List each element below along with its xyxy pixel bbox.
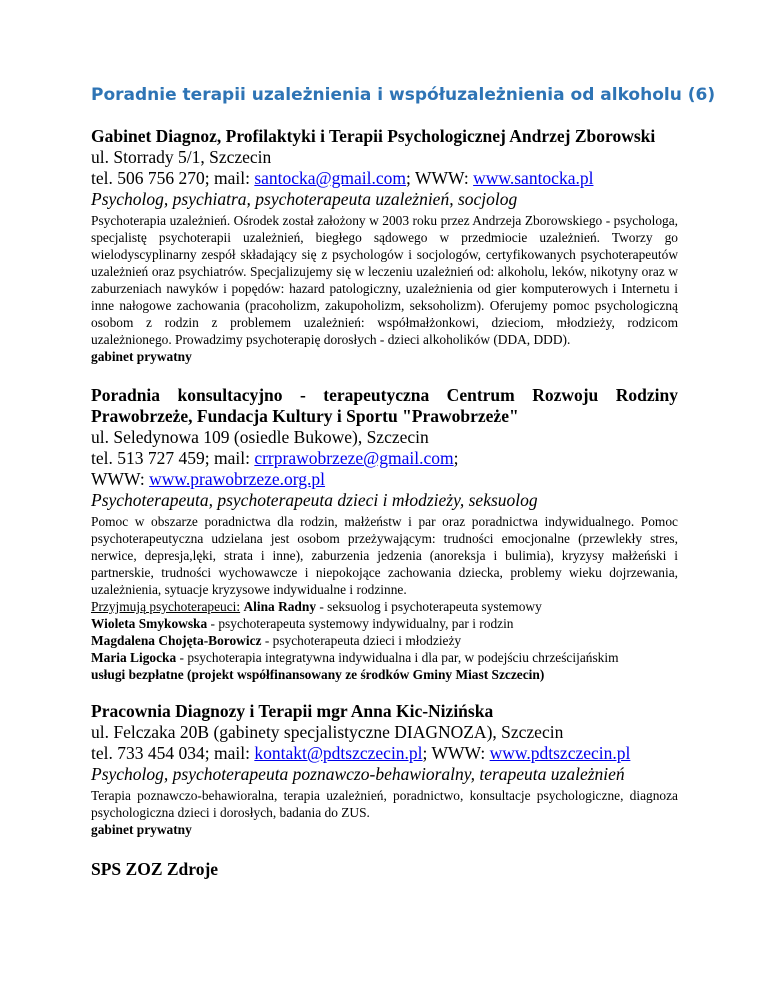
page-title: Poradnie terapii uzależnienia i współuzależnienia od alkoholu (6) — [91, 85, 716, 105]
staff-line — [91, 632, 678, 649]
listing-entry — [91, 859, 678, 880]
entry-description: Terapia poznawczo-behawioralna, terapia uzależnień, poradnictwo, konsultacje psychologiczne, diagnoza psychologiczna dzieci i dorosłych, badania do ZUS. — [91, 788, 678, 820]
contact-phone: tel. 506 756 270; mail: — [91, 168, 255, 188]
mail-link[interactable]: crrprawobrzeze@gmail.com — [254, 448, 454, 468]
entry-address: ul. Felczaka 20B (gabinety specjalistyczne DIAGNOZA), Szczecin — [91, 722, 564, 742]
entry-title: Pracownia Diagnozy i Terapii mgr Anna Kic-Nizińska — [91, 701, 494, 721]
entry-title: SPS ZOZ Zdroje — [91, 859, 219, 879]
listing-entry — [91, 385, 678, 683]
entry-type: usługi bezpłatne (projekt współfinansowany ze środków Gminy Miast Szczecin) — [91, 667, 545, 682]
entry-specialties: Psycholog, psychoterapeuta poznawczo-behawioralny, terapeuta uzależnień — [91, 764, 625, 784]
www-link[interactable]: www.pdtszczecin.pl — [489, 743, 631, 763]
entry-title: Poradnia konsultacyjno - terapeutyczna Centrum Rozwoju Rodziny Prawobrzeże, Fundacja Kultury i Sportu "Prawobrzeże" — [91, 385, 678, 426]
entry-description: Psychoterapia uzależnień. Ośrodek został założony w 2003 roku przez Andrzeja Zborowskiego - psychologa, specjalistę psychoterapii uzależnień, biegłego sądowego w przedmiocie uzależnień. Tworzy go wielodyscyplinarny zespół składający się z psychologów i socjologów, certyfikowanych psychoterapeutów uzależnień oraz psychiatrów. Specjalizujemy się w leczeniu uzależnień od: alkoholu, leków, nikotyny oraz w zaburzeniach nawyków i popędów: hazard patologiczny, uzależnienia od gier komputerowych i Internetu i inne nałogowe zachowania (pracoholizm, zakupoholizm, seksoholizm). Oferujemy pomoc psychologiczną osobom z rodzin z problemem uzależnień: współmałżonkowi, dzieciom, młodzieży, rodzicom uzależnionego. Prowadzimy psychoterapię dorosłych - dzieci alkoholików (DDA, DDD). — [91, 213, 678, 347]
staff-line — [91, 649, 678, 666]
www-link[interactable]: www.prawobrzeze.org.pl — [149, 469, 326, 489]
entry-specialties: Psycholog, psychiatra, psychoterapeuta uzależnień, socjolog — [91, 189, 518, 209]
listing-entry — [91, 701, 678, 838]
staff-name: Maria Ligocka — [91, 650, 177, 665]
staff-name: Wioleta Smykowska — [91, 616, 208, 631]
entry-contact — [91, 168, 678, 189]
www-label: ; WWW: — [406, 168, 474, 188]
staff-role: - psychoterapeuta dzieci i młodzieży — [261, 633, 462, 648]
contact-phone: tel. 733 454 034; mail: — [91, 743, 255, 763]
entry-description: Pomoc w obszarze poradnictwa dla rodzin, małżeństw i par oraz poradnictwa indywidualnego. Pomoc psychoterapeutyczna udzielana jest osobom przeżywającym: trudności emocjonalne (przewlekły stres, nerwice, depresja,lęki, strata i inne), zaburzenia jedzenia (anoreksja i bulimia), kryzysy małżeński i partnerskie, trudności wychowawcze i niepokojące zachowania dziecka, problemy wieku dojrzewania, uzależnienia, sytuacje kryzysowe indywidualne i rodzinne. — [91, 514, 678, 597]
entry-contact — [91, 743, 678, 764]
staff-role: - seksuolog i psychoterapeuta systemowy — [316, 599, 542, 614]
document-page — [91, 84, 716, 880]
staff-line — [91, 598, 678, 615]
staff-name: Alina Radny — [243, 599, 317, 614]
www-link[interactable]: www.santocka.pl — [473, 168, 594, 188]
entry-contact — [91, 448, 678, 469]
contact-phone: tel. 513 727 459; mail: — [91, 448, 255, 468]
staff-role: - psychoterapeuta systemowy indywidualny, par i rodzin — [207, 616, 514, 631]
mail-link[interactable]: kontakt@pdtszczecin.pl — [254, 743, 423, 763]
entry-address: ul. Storrady 5/1, Szczecin — [91, 147, 272, 167]
contact-separator: ; — [453, 448, 459, 468]
entry-address: ul. Seledynowa 109 (osiedle Bukowe), Szczecin — [91, 427, 429, 447]
staff-label: Przyjmują psychoterapeuci: — [91, 599, 241, 614]
staff-line — [91, 615, 678, 632]
entry-type: gabinet prywatny — [91, 349, 192, 364]
entry-title: Gabinet Diagnoz, Profilaktyki i Terapii Psychologicznej Andrzej Zborowski — [91, 126, 656, 146]
staff-role: - psychoterapia integratywna indywidualna i dla par, w podejściu chrześcijańskim — [176, 650, 619, 665]
www-label: WWW: — [91, 469, 150, 489]
www-label: ; WWW: — [422, 743, 490, 763]
listing-entry — [91, 126, 678, 365]
mail-link[interactable]: santocka@gmail.com — [254, 168, 407, 188]
entry-type: gabinet prywatny — [91, 822, 192, 837]
staff-name: Magdalena Chojęta-Borowicz — [91, 633, 262, 648]
entry-specialties: Psychoterapeuta, psychoterapeuta dzieci i młodzieży, seksuolog — [91, 490, 538, 510]
entry-www — [91, 469, 678, 490]
